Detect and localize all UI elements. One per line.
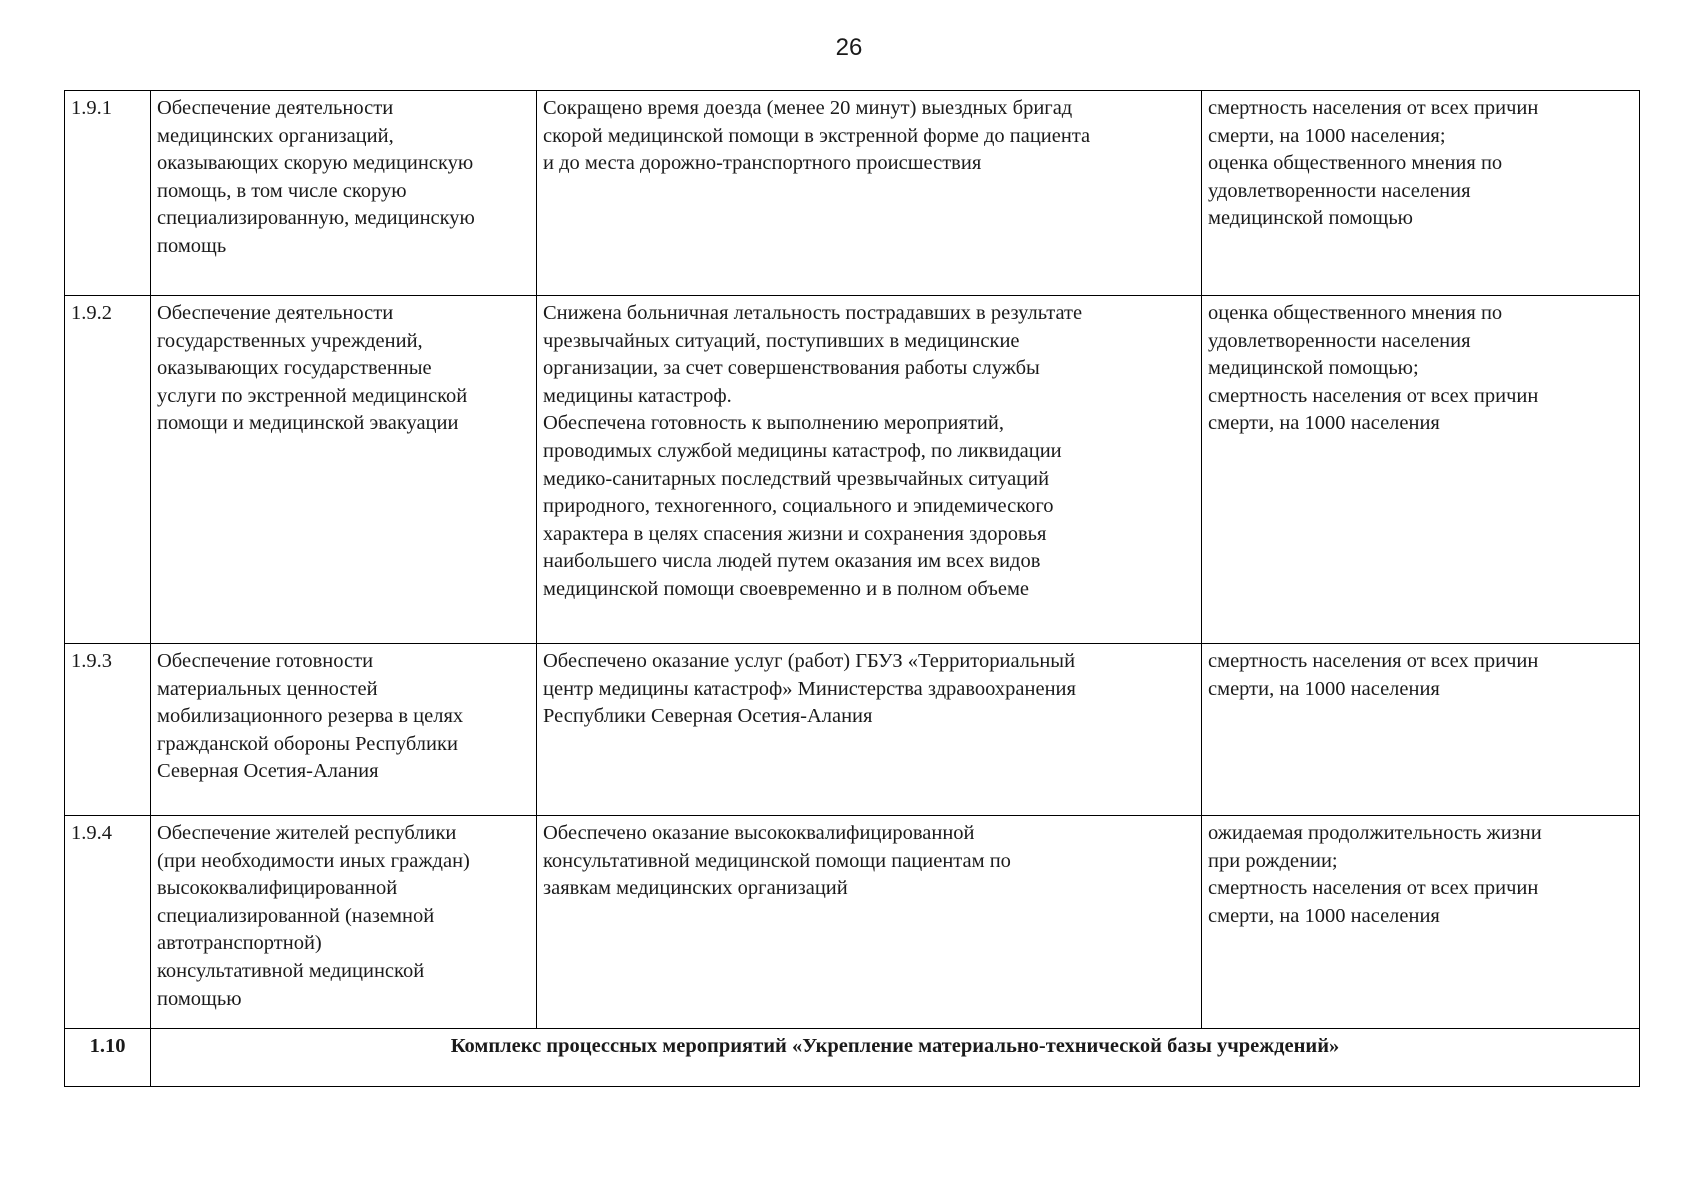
table-row-1-9-1 — [65, 91, 1640, 296]
measures-table — [64, 90, 1640, 1087]
expected-result-cell: Обеспечено оказание услуг (работ) ГБУЗ «Территориальный центр медицины катастроф» Министерства здравоохранения Республики Северная Осетия-Алания — [537, 644, 1202, 816]
section-number-cell: 1.10 — [65, 1029, 151, 1087]
measure-name-cell: Обеспечение готовности материальных ценностей мобилизационного резерва в целях гражданской обороны Республики Северная Осетия-Алания — [151, 644, 537, 816]
measure-name-cell: Обеспечение деятельности государственных учреждений, оказывающих государственные услуги по экстренной медицинской помощи и медицинской эвакуации — [151, 296, 537, 644]
section-title-cell: Комплекс процессных мероприятий «Укрепление материально-технической базы учреждений» — [151, 1029, 1640, 1087]
indicators-cell: ожидаемая продолжительность жизни при рождении; смертность населения от всех причин смерти, на 1000 населения — [1202, 816, 1640, 1029]
table-row-1-9-4 — [65, 816, 1640, 1029]
expected-result-cell: Сокращено время доезда (менее 20 минут) выездных бригад скорой медицинской помощи в экстренной форме до пациента и до места дорожно-транспортного происшествия — [537, 91, 1202, 296]
expected-result-cell: Снижена больничная летальность пострадавших в результате чрезвычайных ситуаций, поступивших в медицинские организации, за счет совершенствования работы службы медицины катастроф. Обеспечена готовность к выполнению мероприятий, проводимых службой медицины катастроф, по ликвидации медико-санитарных последствий чрезвычайных ситуаций природного, техногенного, социального и эпидемического характера в целях спасения жизни и сохранения здоровья наибольшего числа людей путем оказания им всех видов медицинской помощи своевременно и в полном объеме — [537, 296, 1202, 644]
row-number-cell: 1.9.4 — [65, 816, 151, 1029]
page-number: 26 — [835, 34, 863, 61]
row-number-cell: 1.9.2 — [65, 296, 151, 644]
measure-name-cell: Обеспечение жителей республики (при необходимости иных граждан) высококвалифицированной специализированной (наземной автотранспортной) консультативной медицинской помощью — [151, 816, 537, 1029]
table-row-1-9-2 — [65, 296, 1640, 644]
table-row-1-9-3 — [65, 644, 1640, 816]
indicators-cell: смертность населения от всех причин смерти, на 1000 населения — [1202, 644, 1640, 816]
row-number-cell: 1.9.3 — [65, 644, 151, 816]
measure-name-cell: Обеспечение деятельности медицинских организаций, оказывающих скорую медицинскую помощь, в том числе скорую специализированную, медицинскую помощь — [151, 91, 537, 296]
expected-result-cell: Обеспечено оказание высококвалифицированной консультативной медицинской помощи пациентам по заявкам медицинских организаций — [537, 816, 1202, 1029]
row-number-cell: 1.9.1 — [65, 91, 151, 296]
section-row-1-10 — [65, 1029, 1640, 1087]
indicators-cell: оценка общественного мнения по удовлетворенности населения медицинской помощью; смертность населения от всех причин смерти, на 1000 населения — [1202, 296, 1640, 644]
indicators-cell: смертность населения от всех причин смерти, на 1000 населения; оценка общественного мнения по удовлетворенности населения медицинской помощью — [1202, 91, 1640, 296]
